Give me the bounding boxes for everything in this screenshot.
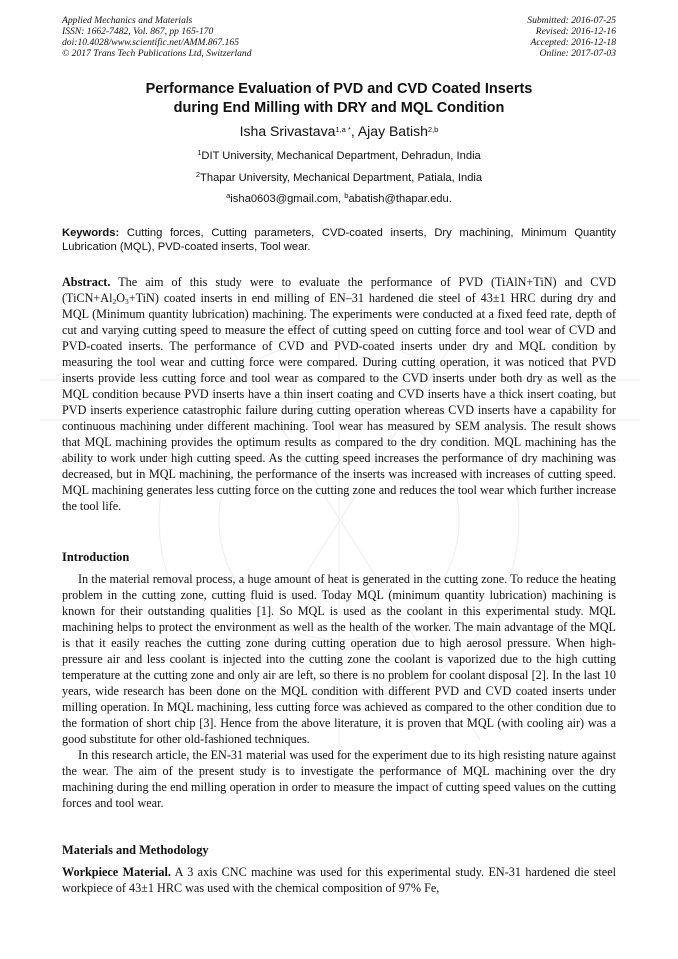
- workpiece-label: Workpiece Material.: [62, 865, 171, 879]
- keywords-label: Keywords:: [62, 227, 120, 239]
- email-mark: a: [226, 191, 231, 200]
- affiliation-1: [62, 149, 616, 163]
- doi-info: doi:10.4028/www.scientific.net/AMM.867.165: [62, 36, 240, 48]
- affiliation-mark: 2: [195, 170, 201, 179]
- abstract-text: +TiN) coated inserts in end milling of EN–31 hardened die steel of 43±1 HRC during dry and MQL (Minimum quantity lubrication) machining. The experiments were conducted at a fixed feed rate, depth of cut and varying cutting speed to measure the effect of cutting speed on cutting force and tool wear of CVD and PVD-coated inserts. The performance of CVD and PVD-coated inserts under dry and MQL condition by measuring the tool wear and cutting force were compared. During cutting operation, it was noticed that PVD inserts provide less cutting force and tool wear as compared to the CVD inserts under both dry as well as the MQL condition because PVD inserts have a thin insert coating and CVD inserts have a thick insert coating, but PVD inserts experience catastrophic failure during cutting operation whereas CVD inserts have a capability for continuous machining under different machining. Tool wear has measured by SEM analysis. The result shows that MQL machining provides the optimum results as compared to the dry condition. MQL machining has the ability to work under high cutting speed. As the cutting speed increases the performance of dry machining was decreased, but in MQL machining, the performance of the inserts was increased with increases of cutting speed. MQL machining generates less cutting force on the cutting zone and reduces the tool wear which further increase the tool life.: [62, 291, 616, 513]
- author-affiliation-mark: 2,b: [427, 125, 439, 134]
- abstract-block: [62, 274, 616, 514]
- email-link-a[interactable]: isha0603@gmail.com,: [230, 193, 345, 205]
- accepted-date: Accepted: 2016-12-18: [530, 36, 616, 48]
- title-line-2: during End Milling with DRY and MQL Condition: [173, 100, 505, 116]
- introduction-paragraph: In the material removal process, a huge amount of heat is generated in the cutting zone. To reduce the heating problem in the cutting zone, cutting fluid is used. Today MQL (minimum quantity lubrication) machining is known for their outstanding qualities [1]. So MQL is used as the coolant in this experimental study. MQL machining helps to protect the environment as well as the health of the worker. The main advantage of the MQL is that it easily reaches the cutting zone during cutting operation due to high aerosol pressure. When high-pressure air and less coolant is injected into the cutting zone the coolant is vaporized due to the high cutting temperature at the cutting zone and only air are left, so there is no problem for coolant disposal [2]. In the last 10 years, wide research has been done on the MQL condition with different PVD and CVD coated inserts under milling operation. In MQL machining, less cutting force was achieved as compared to the other condition due to the formation of short chip [3]. Hence from the above literature, it is proven that MQL (with cooling air) was a good substitute for other old-fashioned techniques.: [62, 572, 616, 746]
- methodology-text: A 3 axis CNC machine was used for this experimental study. EN-31 hardened die steel workpiece of 43±1 HRC was used with the chemical composition of 97% Fe,: [62, 865, 617, 895]
- online-date: Online: 2017-07-03: [539, 47, 616, 59]
- submitted-date: Submitted: 2016-07-25: [527, 15, 616, 26]
- affiliation-text: Thapar University, Mechanical Department, Patiala, India: [200, 172, 483, 184]
- introduction-paragraph: In this research article, the EN-31 material was used for the experiment due to its high resisting nature against the wear. The aim of the present study is to investigate the performance of MQL machining over the dry machining during the end milling operation in order to measure the impact of cutting speed values on the cutting forces and tool wear.: [62, 748, 616, 810]
- author-separator: ,: [350, 123, 358, 139]
- title-line-1: Performance Evaluation of PVD and CVD Coated Inserts: [145, 81, 533, 97]
- affiliation-mark: 1: [197, 148, 202, 157]
- copyright-info: © 2017 Trans Tech Publications Ltd, Switzerland: [62, 47, 252, 59]
- abstract-text: The aim of this study were to evaluate the performance of PVD (TiAlN+TiN) and CVD (TiCN+Al: [62, 275, 616, 305]
- methodology-body: [62, 864, 616, 896]
- author-emails: [62, 192, 616, 206]
- affiliation-2: [62, 171, 616, 185]
- subscript: 3: [125, 297, 129, 306]
- subscript: 2: [112, 297, 117, 306]
- author-affiliation-mark: 1,a *: [335, 125, 351, 134]
- journal-info: [62, 16, 252, 60]
- keywords-text: Cutting forces, Cutting parameters, CVD-coated inserts, Dry machining, Minimum Quantity Lubrication (MQL), PVD-coated inserts, Tool wear.: [62, 227, 616, 254]
- methodology-heading: Materials and Methodology: [62, 843, 209, 857]
- journal-name: Applied Mechanics and Materials: [62, 15, 193, 26]
- email-mark: b: [344, 191, 349, 200]
- abstract-text: O: [116, 291, 126, 305]
- keywords-block: [62, 226, 616, 254]
- author-name: Ajay Batish: [357, 123, 428, 139]
- abstract-label: Abstract.: [62, 275, 111, 289]
- revised-date: Revised: 2016-12-16: [535, 25, 616, 37]
- introduction-heading: Introduction: [62, 550, 130, 564]
- issn-info: ISSN: 1662-7482, Vol. 867, pp 165-170: [62, 25, 214, 37]
- author-list: [62, 122, 616, 140]
- introduction-body: [62, 571, 616, 811]
- affiliation-text: DIT University, Mechanical Department, Dehradun, India: [201, 150, 481, 162]
- author-name: Isha Srivastava: [239, 123, 336, 139]
- paper-title: [62, 80, 616, 118]
- email-link-b[interactable]: abatish@thapar.edu.: [348, 193, 452, 205]
- submission-dates: [527, 16, 616, 60]
